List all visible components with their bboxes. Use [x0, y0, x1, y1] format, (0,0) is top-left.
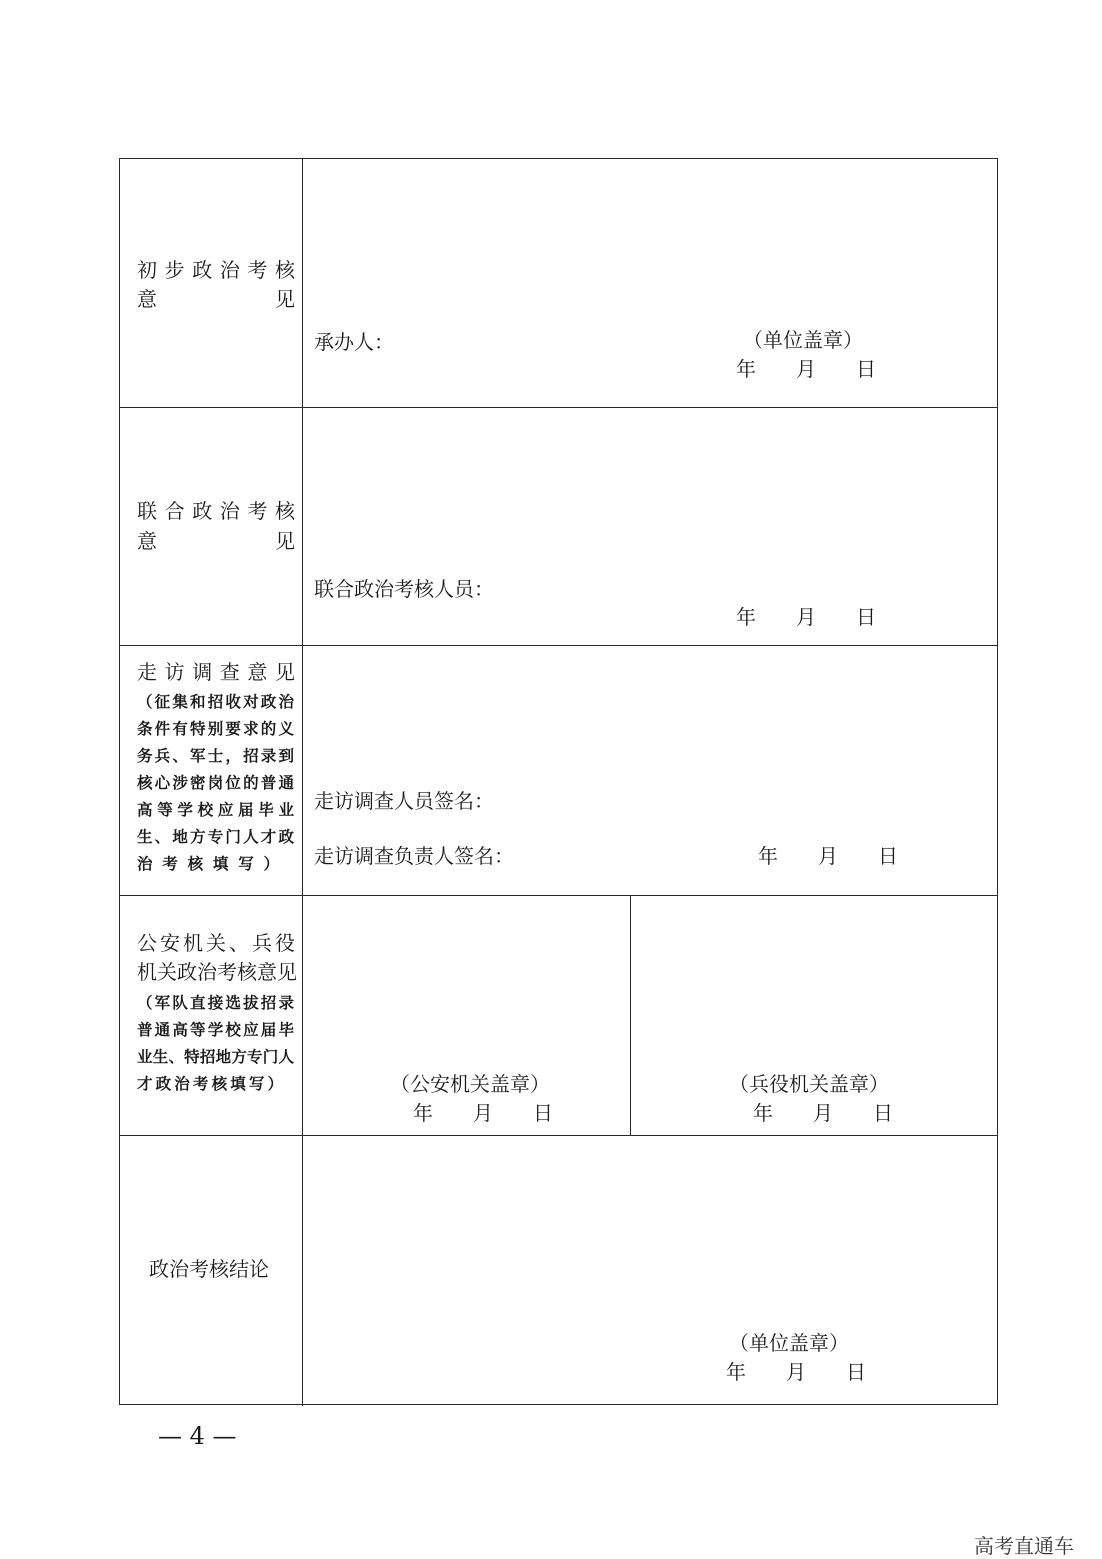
- handler-label: 承办人：: [314, 330, 394, 354]
- visit-note-line: 核心涉密岗位的普通: [137, 774, 294, 792]
- label-security-line2: 机关政治考核意见: [137, 960, 297, 984]
- police-seal-label: （公安机关盖章）: [390, 1072, 550, 1096]
- row-conclusion: [120, 1136, 997, 1406]
- row-preliminary-review: [120, 159, 997, 408]
- conclusion-seal-label: （单位盖章）: [729, 1331, 849, 1355]
- conclusion-date: 年 月 日: [726, 1360, 866, 1384]
- content-cell-visit[interactable]: [303, 646, 997, 895]
- row-visit-investigation: [120, 646, 997, 896]
- content-cell-security: [303, 896, 997, 1135]
- visit-note-line: 条件有特别要求的义: [137, 720, 294, 738]
- label-preliminary-line1: 初步政治考核: [137, 258, 295, 282]
- label-security-line1: 公安机关、兵役: [137, 931, 295, 955]
- unit-seal-label: （单位盖章）: [743, 328, 863, 352]
- content-cell-joint[interactable]: [303, 408, 997, 645]
- security-note-line: 普通高等学校应届毕: [137, 1021, 294, 1039]
- content-cell-preliminary[interactable]: [303, 159, 997, 407]
- label-joint-line1: 联合政治考核: [137, 499, 295, 523]
- military-date: 年 月 日: [753, 1101, 893, 1125]
- row-joint-review: [120, 408, 997, 646]
- joint-personnel-label: 联合政治考核人员：: [314, 577, 494, 601]
- page-number: — 4 —: [158, 1422, 237, 1450]
- political-review-form-table: [119, 158, 998, 1405]
- visit-date: 年 月 日: [758, 844, 898, 868]
- visit-note-line: 治考核填写）: [137, 855, 279, 873]
- police-date: 年 月 日: [413, 1101, 553, 1125]
- label-cell-conclusion: [120, 1136, 303, 1406]
- label-cell-joint: [120, 408, 303, 645]
- investigator-sign-label: 走访调查人员签名：: [314, 789, 494, 813]
- label-joint-line2: 意见: [137, 529, 295, 553]
- military-seal-label: （兵役机关盖章）: [729, 1072, 889, 1096]
- leader-sign-label: 走访调查负责人签名：: [314, 844, 514, 868]
- label-cell-security: [120, 896, 303, 1135]
- visit-note-line: （征集和招收对政治: [137, 693, 294, 711]
- watermark-text: 高考直通车: [974, 1534, 1074, 1558]
- security-note-line: 才政治考核填写）: [137, 1075, 283, 1093]
- label-cell-visit: [120, 646, 303, 895]
- content-cell-conclusion[interactable]: [303, 1136, 997, 1406]
- preliminary-date: 年 月 日: [736, 357, 876, 381]
- label-conclusion: 政治考核结论: [149, 1257, 269, 1281]
- label-cell-preliminary: [120, 159, 303, 407]
- security-note-line: （军队直接选拔招录: [137, 994, 294, 1012]
- visit-note-line: 生、地方专门人才政: [137, 828, 294, 846]
- row-security-military-review: [120, 896, 997, 1136]
- label-visit-main: 走访调查意见: [137, 660, 295, 684]
- label-preliminary-line2: 意见: [137, 287, 295, 311]
- joint-date: 年 月 日: [736, 605, 876, 629]
- visit-note-line: 高等学校应届毕业: [137, 801, 294, 819]
- police-opinion-cell[interactable]: [303, 896, 630, 1135]
- visit-note-line: 务兵、军士，招录到: [137, 747, 294, 765]
- military-opinion-cell[interactable]: [631, 896, 997, 1135]
- security-note-line: 业生、特招地方专门人: [137, 1048, 294, 1066]
